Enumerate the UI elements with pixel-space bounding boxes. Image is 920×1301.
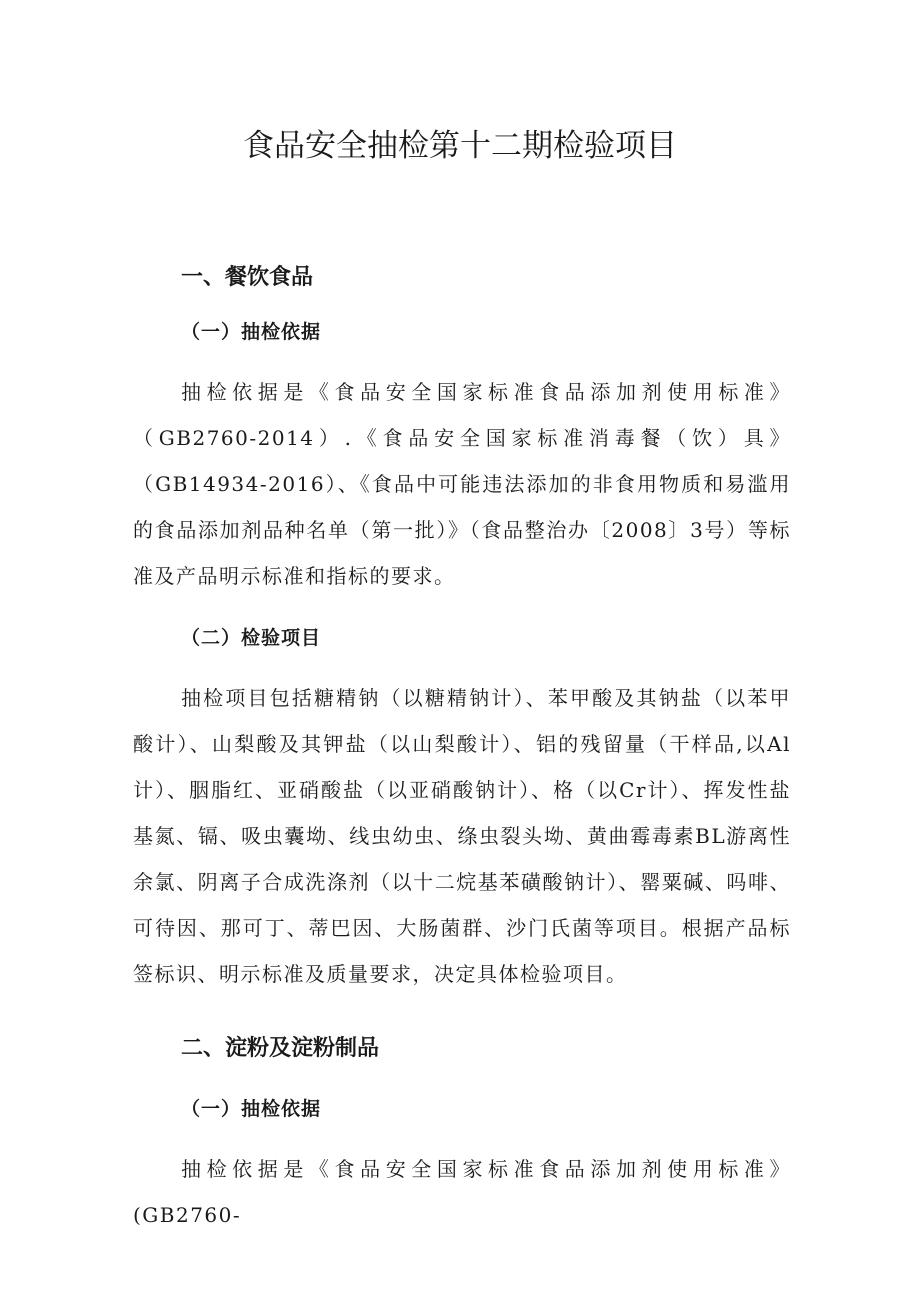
section-1-basis-heading: （一）抽检依据 — [181, 321, 322, 343]
section-2-basis-text: 抽检依据是《食品安全国家标准食品添加剂使用标准》(GB2760- — [133, 1157, 791, 1227]
document-title: 食品安全抽检第十二期检验项目 — [243, 128, 677, 164]
section-1-heading: 一、餐饮食品 — [181, 265, 314, 290]
section-1-basis-text: 抽检依据是《食品安全国家标准食品添加剂使用标准》（GB2760-2014）.《食品安全国家标准消毒餐（饮）具》（GB14934-2016）、《食品中可能违法添加的非食用物质和易滥用的食品添加剂品种名单（第一批）》（食品整治办〔2008〕3号）等标准及产品明示标准和指标的要求。 — [133, 380, 791, 588]
section-2-heading: 二、淀粉及淀粉制品 — [181, 1036, 380, 1061]
section-1-items-text: 抽检项目包括糖精钠（以糖精钠计）、苯甲酸及其钠盐（以苯甲酸计）、山梨酸及其钾盐（以山梨酸计）、铝的残留量（干样品,以Al计）、胭脂红、亚硝酸盐（以亚硝酸钠计）、格（以Cr计）、挥发性盐基氮、镉、吸虫囊坳、线虫幼虫、绦虫裂头坳、黄曲霉毒素BL游离性余氯、阴离子合成洗涤剂（以十二烷基苯磺酸钠计）、罂粟碱、吗啡、可待因、那可丁、蒂巴因、大肠菌群、沙门氏菌等项目。根据产品标签标识、明示标准及质量要求，决定具体检验项目。 — [133, 686, 791, 986]
section-1-items-heading: （二）检验项目 — [181, 627, 322, 649]
section-2-basis-heading: （一）抽检依据 — [181, 1098, 322, 1120]
